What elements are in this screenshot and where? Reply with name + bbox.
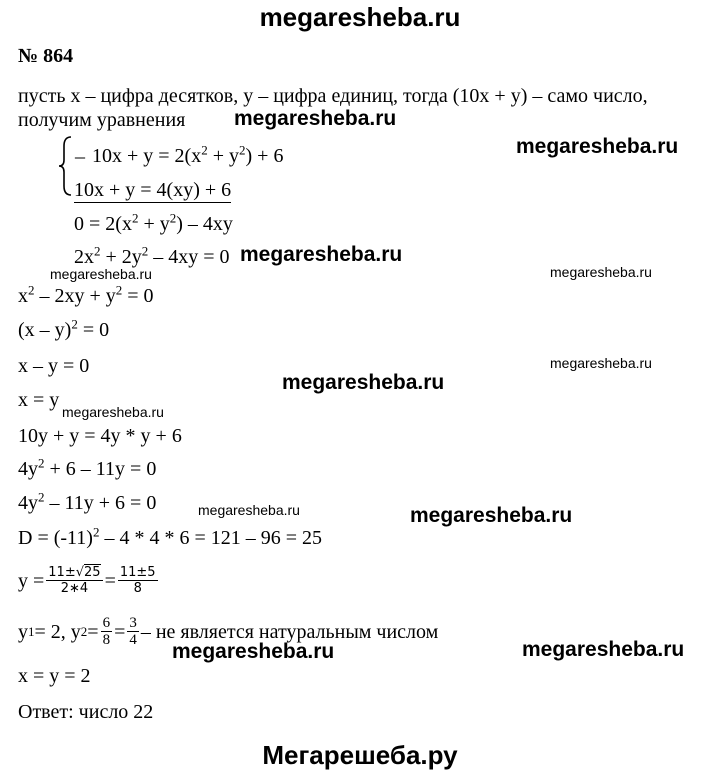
problem-number: № 864 — [18, 45, 74, 67]
step-part: + 2y — [100, 246, 142, 268]
exponent: 2 — [38, 455, 45, 471]
fraction — [101, 615, 113, 648]
fraction — [118, 565, 158, 596]
watermark: megaresheba.ru — [50, 266, 152, 282]
step-4 — [18, 318, 109, 342]
step-discriminant — [18, 526, 322, 550]
watermark: megaresheba.ru — [198, 502, 300, 518]
exponent: 2 — [94, 243, 101, 259]
step-part: – не является натуральным числом — [140, 620, 439, 643]
step-7: 10y + y = 4y * y + 6 — [18, 425, 182, 447]
system-brace — [58, 136, 72, 196]
exponent: 2 — [71, 316, 78, 332]
step-part: + 6 – 11y = 0 — [44, 458, 157, 480]
step-result: x = y = 2 — [18, 665, 91, 687]
equals: = — [114, 620, 126, 643]
system-equation-2: 10x + y = 4(xy) + 6 — [74, 179, 232, 201]
step-6: x = y — [18, 389, 60, 411]
step-part: – 4 * 4 * 6 = 121 – 96 = 25 — [99, 527, 323, 549]
fraction-denominator: 2∗4 — [60, 581, 89, 596]
step-part: – 11y + 6 = 0 — [44, 492, 157, 514]
fraction-numerator — [46, 565, 102, 581]
step-3 — [18, 284, 154, 308]
step-roots-formula — [18, 565, 160, 596]
watermark: megaresheba.ru — [516, 135, 679, 158]
answer: Ответ: число 22 — [18, 701, 154, 723]
exponent: 2 — [131, 210, 139, 226]
step-part: = — [87, 620, 99, 643]
step-9 — [18, 491, 156, 515]
step-part: = 0 — [77, 319, 110, 341]
step-part: (x – y) — [18, 319, 72, 341]
exponent: 2 — [28, 282, 35, 298]
watermark: megaresheba.ru — [240, 243, 403, 266]
fraction-numerator: 3 — [129, 615, 137, 631]
step-8 — [18, 457, 156, 481]
exponent: 2 — [38, 489, 45, 505]
site-footer[interactable]: Мегарешеба.ру — [262, 740, 458, 770]
exponent: 2 — [141, 243, 149, 259]
fraction — [127, 615, 139, 648]
step-5: x – y = 0 — [18, 355, 90, 377]
step-part: 0 = 2(x — [74, 213, 132, 235]
step-part: ) – 4xy — [176, 213, 233, 235]
system-equation-1 — [92, 144, 283, 168]
fraction-denominator: 4 — [129, 632, 137, 648]
exponent: 2 — [115, 282, 123, 298]
exponent: 2 — [92, 524, 100, 540]
step-roots-values: y 1 = 2, y 2 = $\frac{6}{8}$ = $\frac{3}{4}$ – не является натуральным числом — [18, 615, 439, 648]
fraction-numerator: 11±5 — [119, 565, 156, 580]
fraction-denominator: 8 — [102, 632, 111, 648]
watermark: megaresheba.ru — [172, 640, 335, 663]
step-part: = 0 — [122, 285, 154, 307]
fraction-denominator: 8 — [133, 581, 142, 596]
step-part: 4y — [18, 492, 38, 514]
step-part: 4y — [18, 458, 38, 480]
fraction-part: 11± — [48, 565, 76, 580]
step-part: = 2, y — [34, 620, 81, 643]
step-part: y = — [18, 569, 45, 592]
watermark: megaresheba.ru — [522, 638, 685, 661]
step-part: x — [18, 285, 28, 307]
step-part: y — [18, 620, 28, 643]
fraction — [46, 565, 102, 596]
watermark: megaresheba.ru — [62, 404, 164, 420]
watermark: megaresheba.ru — [234, 107, 397, 130]
step-part: 2x — [74, 246, 94, 268]
exponent: 2 — [169, 210, 177, 226]
intro-line-1: пусть x – цифра десятков, y – цифра единиц, тогда (10x + y) – само число, — [18, 85, 648, 107]
eq1-part-c: ) + 6 — [245, 145, 284, 167]
exponent: 2 — [239, 142, 246, 158]
sqrt-sign: √ — [75, 565, 85, 580]
step-part: – 2xy + y — [34, 285, 116, 307]
fraction-numerator: 6 — [102, 615, 111, 631]
step-difference — [74, 212, 233, 236]
eq1-part-b: + y — [207, 145, 239, 167]
watermark: megaresheba.ru — [410, 504, 573, 527]
step-part: – 4xy = 0 — [148, 246, 230, 268]
watermark: megaresheba.ru — [282, 371, 445, 394]
watermark: megaresheba.ru — [550, 264, 652, 280]
step-part: + y — [138, 213, 170, 235]
step-part: D = (-11) — [18, 527, 93, 549]
eq1-part-a: 10x + y = 2(x — [92, 145, 202, 167]
site-header[interactable]: megaresheba.ru — [259, 2, 461, 32]
system-minus: _ — [75, 139, 85, 161]
exponent: 2 — [201, 142, 208, 158]
watermark: megaresheba.ru — [550, 355, 652, 371]
sqrt-radicand: 25 — [84, 565, 101, 580]
equals: = — [104, 569, 116, 592]
intro-line-2: получим уравнения — [18, 109, 186, 131]
